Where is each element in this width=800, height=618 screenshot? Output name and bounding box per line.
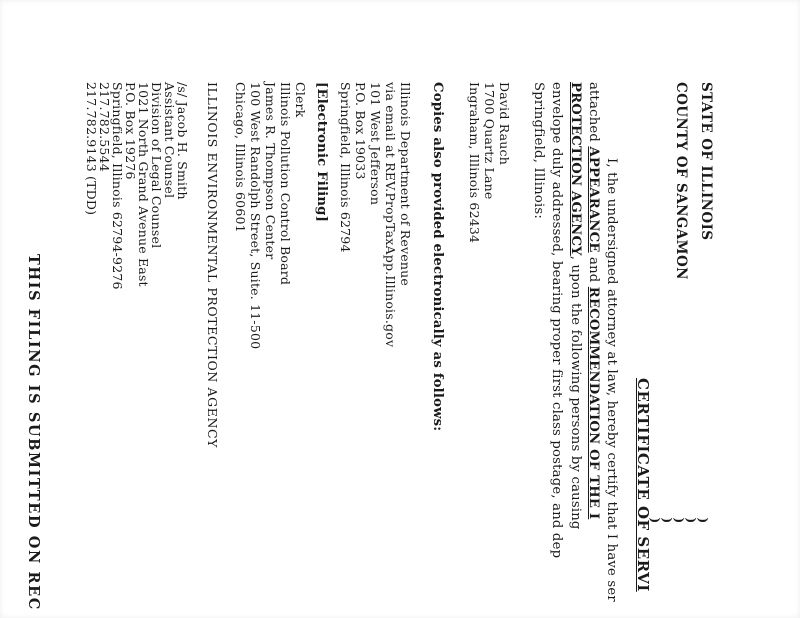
copies-heading: Copies also provided electronically as follows:: [430, 82, 445, 432]
recipient2-pobox: P.O. Box 19033: [353, 82, 368, 180]
recipient2-email: via email at REV.PropTaxApp.Illinois.gov: [383, 82, 398, 348]
signature-name: /s/ Jacob H. Smith: [175, 82, 190, 200]
signature-pobox: P.O. Box 19276: [123, 82, 138, 180]
recipient2-line-1: Illinois Department of Revenue: [398, 82, 413, 286]
body-line-1: I, the undersigned attorney at law, hereby certify that I have ser: [604, 158, 619, 602]
signature-street: 1021 North Grand Avenue East: [136, 82, 151, 287]
body-line-5: Springfield, Illinois:: [531, 82, 546, 220]
body-line-2: attached APPEARANCE and RECOMMENDATION OF THE I: [586, 82, 601, 520]
recipient3-line-2: Illinois Pollution Control Board: [278, 82, 293, 286]
paren-3: ): [672, 517, 686, 524]
recipient2-city: Springfield, Illinois 62794: [338, 82, 353, 253]
recipient3-street: 100 West Randolph Street, Suite. 11-500: [248, 82, 263, 350]
electronic-filing-label: [Electronic Filing]: [314, 82, 329, 223]
document-title: CERTIFICATE OF SERVI: [634, 378, 652, 592]
recipient2-street: 101 West Jefferson: [368, 82, 383, 206]
paren-5: ): [648, 517, 662, 524]
recipient1-name: David Rauch: [497, 82, 512, 165]
appearance-link: APPEARANCE: [586, 146, 601, 253]
paren-1: ): [696, 517, 710, 524]
signature-division: Division of Legal Counsel: [149, 82, 164, 249]
signature-city: Springfield, Illinois 62794-9276: [110, 82, 125, 290]
caption-parentheses: [646, 490, 712, 524]
recommendation-title: RECOMMENDATION OF THE I: [586, 286, 601, 520]
paren-4: ): [660, 517, 674, 524]
recipient3-line-3: James R. Thompson Center: [263, 82, 278, 260]
body-line-4: envelope duly addressed, bearing proper first class postage, and dep: [549, 82, 564, 559]
paren-2: ): [684, 517, 698, 524]
agency-name: ILLINOIS ENVIRONMENTAL PROTECTION AGENCY: [205, 82, 220, 448]
recipient1-city: Ingraham, Illinois 62434: [467, 82, 482, 244]
signature-phone: 217.782.5544: [97, 82, 112, 172]
county-heading: COUNTY OF SANGAMON: [673, 82, 689, 280]
state-heading: STATE OF ILLINOIS: [698, 82, 714, 241]
recipient1-street: 1700 Quartz Lane: [482, 82, 497, 200]
signature-title: Assistant Counsel: [162, 82, 177, 199]
recipient3-line-1: Clerk: [293, 82, 308, 118]
agency-underlined: PROTECTION AGENCY: [568, 82, 583, 256]
recipient3-city: Chicago, Illinois 60601: [233, 82, 248, 233]
signature-tdd: 217.782.9143 (TDD): [84, 82, 99, 216]
footer-notice: THIS FILING IS SUBMITTED ON REC: [25, 254, 42, 611]
body-line-3: PROTECTION AGENCY, upon the following persons by causing: [568, 82, 583, 530]
